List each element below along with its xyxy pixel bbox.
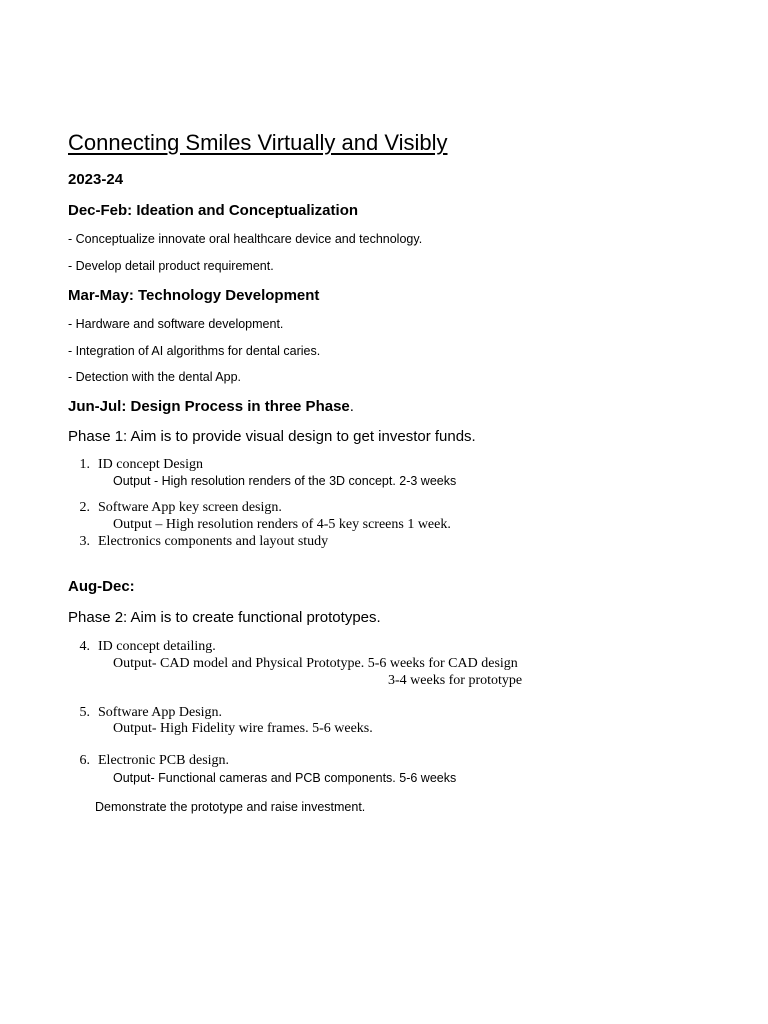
numbered-item-5 xyxy=(68,705,222,721)
section-heading-dec-feb: Dec-Feb: Ideation and Conceptualization xyxy=(68,202,359,219)
heading-period: . xyxy=(349,398,354,415)
section-heading-aug-dec: Aug-Dec: xyxy=(68,578,135,595)
item-number: 2. xyxy=(79,500,90,515)
phase-2-statement: Phase 2: Aim is to create functional prototypes. xyxy=(68,609,381,626)
section-heading-text: Jun-Jul: Design Process in three Phase xyxy=(68,398,350,415)
item-output: Output- High Fidelity wire frames. 5-6 weeks. xyxy=(113,721,373,736)
bullet-item: - Integration of AI algorithms for dental caries. xyxy=(68,344,321,358)
section-heading-mar-may: Mar-May: Technology Development xyxy=(68,287,320,304)
bullet-item: - Hardware and software development. xyxy=(68,317,284,331)
closing-statement: Demonstrate the prototype and raise investment. xyxy=(95,800,366,814)
item-output: Output – High resolution renders of 4-5 key screens 1 week. xyxy=(113,517,451,532)
item-title: Software App Design. xyxy=(98,705,223,720)
item-title: ID concept detailing. xyxy=(98,639,216,654)
section-heading-jun-jul xyxy=(68,398,354,415)
numbered-item-2 xyxy=(68,500,282,516)
item-output: Output - High resolution renders of the 3D concept. 2-3 weeks xyxy=(113,474,457,488)
item-output: Output- Functional cameras and PCB components. 5-6 weeks xyxy=(113,771,457,785)
bullet-item: - Detection with the dental App. xyxy=(68,370,242,384)
bullet-item: - Develop detail product requirement. xyxy=(68,259,274,273)
item-number: 6. xyxy=(79,753,90,768)
item-number: 4. xyxy=(79,639,90,654)
numbered-item-6 xyxy=(68,753,229,769)
item-title: Software App key screen design. xyxy=(98,500,282,515)
phase-1-statement: Phase 1: Aim is to provide visual design to get investor funds. xyxy=(68,428,476,445)
document-title: Connecting Smiles Virtually and Visibly xyxy=(68,130,448,155)
item-title: ID concept Design xyxy=(98,457,203,472)
numbered-item-4 xyxy=(68,639,216,655)
item-title: Electronic PCB design. xyxy=(98,753,230,768)
year-heading: 2023-24 xyxy=(68,171,124,188)
item-title: Electronics components and layout study xyxy=(98,534,329,549)
item-output: Output- CAD model and Physical Prototype. 5-6 weeks for CAD design xyxy=(113,656,518,671)
item-number: 3. xyxy=(79,534,90,549)
numbered-item-1 xyxy=(68,457,203,473)
bullet-item: - Conceptualize innovate oral healthcare device and technology. xyxy=(68,232,423,246)
item-output-continued: 3-4 weeks for prototype xyxy=(388,673,523,688)
numbered-item-3 xyxy=(68,534,328,550)
item-number: 1. xyxy=(79,457,90,472)
item-number: 5. xyxy=(79,705,90,720)
